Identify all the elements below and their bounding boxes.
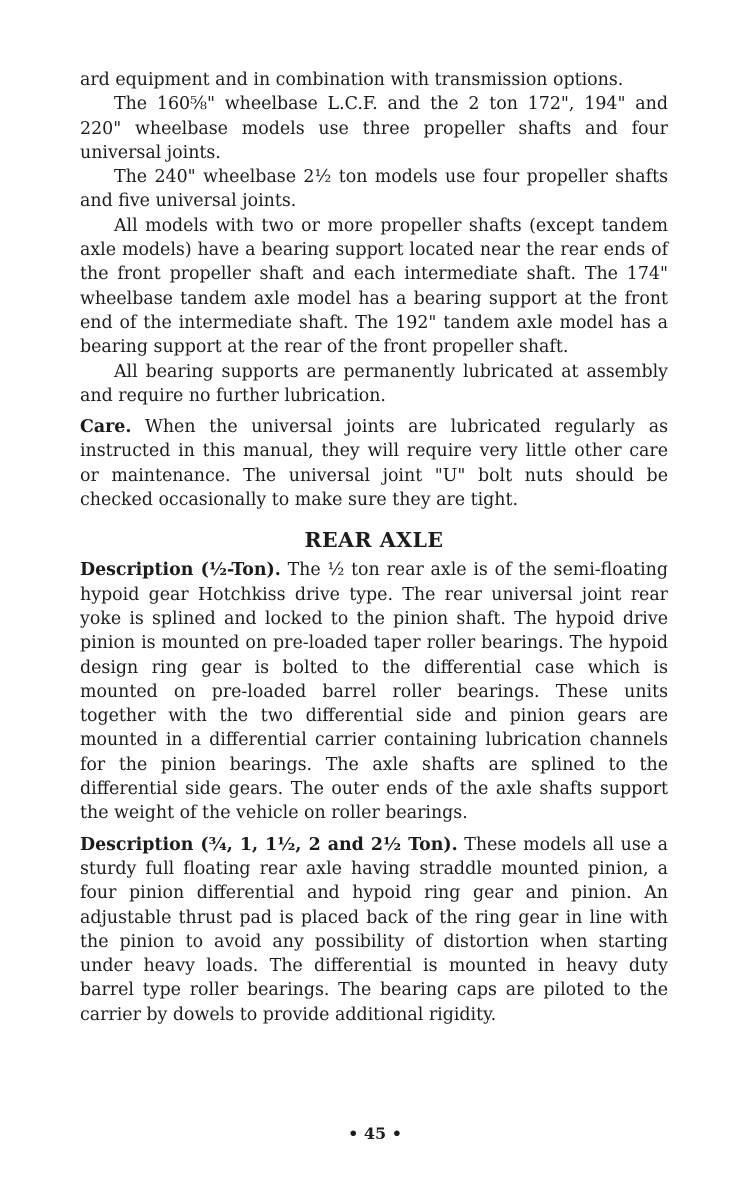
paragraph-propeller-shafts-three: The 160⅝" wheelbase L.C.F. and the 2 ton 172", 194" and 220" wheelbase models use three propeller shafts and four universal joints. (80, 94, 668, 163)
care-text: When the universal joints are lubricated regularly as instructed in this manual, they will require very little other care or maintenance. The universal joint "U" bolt nuts should be checked occasionally to make sure they are tight. (80, 417, 668, 511)
description-half-ton-lead: Description (½-Ton). (80, 560, 281, 581)
description-half-ton-text: The ½ ton rear axle is of the semi-floating hypoid gear Hotchkiss drive type. The rear universal joint rear yoke is splined and locked to the pinion shaft. The hypoid drive pinion is mounted on pre-loaded taper roller bearings. The hypoid design ring gear is bolted to the differential case which is mounted on pre-loaded barrel roller bearings. These units together with the two differential side and pinion gears are mounted in a differential carrier containing lubrication channels for the pinion bearings. The axle shafts are splined to the differential side gears. The outer ends of the axle shafts support the weight of the vehicle on roller bearings. (80, 560, 668, 824)
description-heavy-lead: Description (¾, 1, 1½, 2 and 2½ Ton). (80, 834, 458, 855)
section-heading-rear-axle: REAR AXLE (304, 528, 444, 553)
paragraph-care (80, 415, 668, 512)
description-heavy-text: These models all use a sturdy full floating rear axle having straddle mounted pinion, a four pinion differential and hypoid ring gear and pinion. An adjustable thrust pad is placed back of the ring gear in line with the pinion to avoid any possibility of distortion when starting under heavy loads. The differential is mounted in heavy duty barrel type roller bearings. The bearing caps are piloted to the carrier by dowels to provide additional rigidity. (80, 834, 668, 1025)
paragraph-description-heavy (80, 833, 668, 1027)
paragraph-propeller-shafts-four: The 240" wheelbase 2½ ton models use four propeller shafts and five universal joints. (80, 167, 668, 212)
paragraph-description-half-ton (80, 558, 668, 825)
care-lead: Care. (80, 417, 132, 438)
paragraph-bearing-support: All models with two or more propeller shafts (except tandem axle models) have a bearing support located near the rear ends of the front propeller shaft and each intermediate shaft. The 174" wheelbase tandem axle model has a bearing support at the front end of the intermediate shaft. The 192" tandem axle model has a bearing support at the rear of the front propeller shaft. (80, 215, 668, 358)
page-number: • 45 • (348, 1124, 402, 1143)
paragraph-bearing-lubrication: All bearing supports are permanently lubricated at assembly and require no further lubrication. (80, 361, 668, 406)
page-body (80, 68, 668, 1027)
paragraph-continuation: ard equipment and in combination with transmission options. (80, 70, 624, 90)
